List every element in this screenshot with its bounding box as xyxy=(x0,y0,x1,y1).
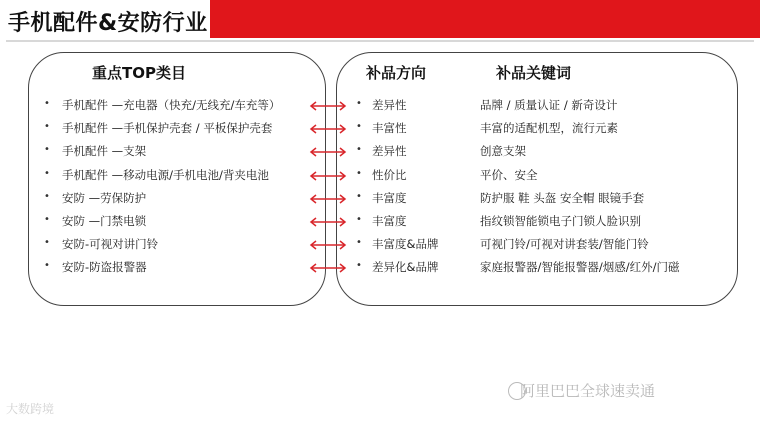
category-text: 手机配件 —移动电源/手机电池/背夹电池 xyxy=(62,167,269,182)
table-row xyxy=(0,258,760,280)
direction-text: 性价比 xyxy=(372,167,407,182)
direction-text: 差异性 xyxy=(372,98,407,112)
category-text: 手机配件 —支架 xyxy=(62,144,147,159)
bullet: • xyxy=(44,260,50,272)
direction-text: 差异性 xyxy=(372,144,407,159)
keyword-text: 家庭报警器/智能报警器/烟感/红外/门磁 xyxy=(480,260,680,275)
bullet: • xyxy=(44,167,50,179)
keyword-text: 平价、安全 xyxy=(480,167,538,182)
bullet: • xyxy=(356,144,362,156)
category-text: 安防-防盗报警器 xyxy=(62,260,147,275)
keyword-text: 品牌 / 质量认证 / 新奇设计 xyxy=(480,98,618,112)
keyword-text: 丰富的适配机型，流行元素 xyxy=(480,121,618,136)
table-row xyxy=(0,96,760,118)
table-row xyxy=(0,189,760,211)
bullet: • xyxy=(44,121,50,133)
bullet: • xyxy=(44,98,50,109)
bullet: • xyxy=(356,190,362,202)
bullet: • xyxy=(44,190,50,202)
double-arrow-icon xyxy=(308,216,348,228)
category-header: 重点TOP类目 xyxy=(92,64,186,82)
double-arrow-icon xyxy=(308,100,348,112)
category-text: 安防 —门禁电锁 xyxy=(62,214,147,228)
category-text: 安防-可视对讲门铃 xyxy=(62,237,159,252)
category-text: 安防 —劳保防护 xyxy=(62,190,147,205)
watermark-right: 阿里巴巴全球速卖通 xyxy=(520,382,656,400)
direction-text: 差异化&品牌 xyxy=(372,260,439,275)
bullet: • xyxy=(44,214,50,225)
title-accent-bar xyxy=(210,0,760,38)
double-arrow-icon xyxy=(308,262,348,274)
category-text: 手机配件 —手机保护壳套 / 平板保护壳套 xyxy=(62,121,273,136)
table-row xyxy=(0,119,760,141)
direction-text: 丰富度&品牌 xyxy=(372,237,439,252)
table-row xyxy=(0,142,760,164)
keyword-header: 补品关键词 xyxy=(496,64,572,82)
double-arrow-icon xyxy=(308,146,348,158)
table-row xyxy=(0,235,760,257)
bullet: • xyxy=(356,260,362,272)
table-row xyxy=(0,212,760,234)
bullet: • xyxy=(44,237,50,249)
double-arrow-icon xyxy=(308,170,348,182)
keyword-text: 指纹锁智能锁电子门锁人脸识别 xyxy=(480,214,641,228)
keyword-text: 创意支架 xyxy=(480,144,526,159)
slide-title: 手机配件&安防行业 xyxy=(8,11,208,36)
bullet: • xyxy=(356,98,362,109)
double-arrow-icon xyxy=(308,239,348,251)
double-arrow-icon xyxy=(308,193,348,205)
direction-text: 丰富性 xyxy=(372,121,407,136)
double-arrow-icon xyxy=(308,123,348,135)
watermark-left: 大数跨境 xyxy=(6,402,55,416)
keyword-text: 可视门铃/可视对讲套装/智能门铃 xyxy=(480,237,649,252)
bullet: • xyxy=(356,121,362,133)
keyword-text: 防护服 鞋 头盔 安全帽 眼镜手套 xyxy=(480,190,645,205)
direction-text: 丰富度 xyxy=(372,190,407,205)
bullet: • xyxy=(356,167,362,179)
table-row xyxy=(0,166,760,188)
bullet: • xyxy=(356,214,362,225)
direction-header: 补品方向 xyxy=(366,64,427,82)
direction-text: 丰富度 xyxy=(372,214,407,228)
bullet: • xyxy=(356,237,362,249)
category-text: 手机配件 —充电器（快充/无线充/车充等） xyxy=(62,98,281,112)
title-divider xyxy=(6,40,754,42)
bullet: • xyxy=(44,144,50,156)
